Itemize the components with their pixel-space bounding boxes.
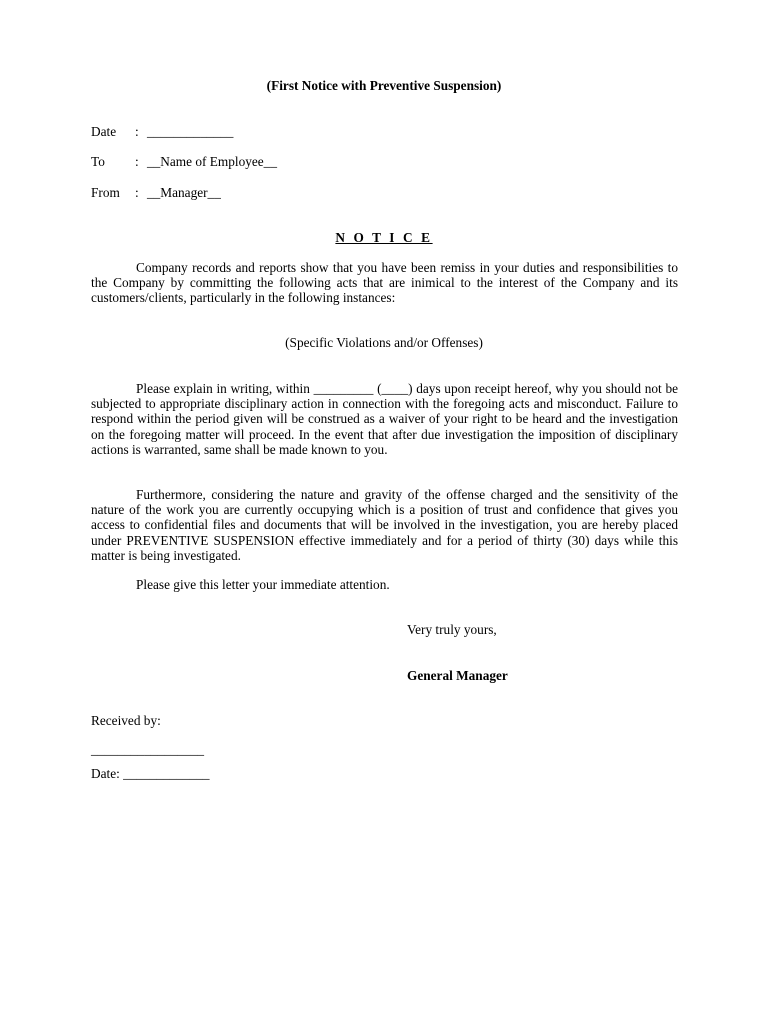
from-row [91,185,221,200]
from-separator: : [135,185,139,200]
date-label: Date [91,124,117,139]
paragraph-records: Company records and reports show that you have been remiss in your duties and responsibilities to the Company by committing the following acts that are inimical to the interest of the Company and its customers/clients, particularly in the following instances: [91,260,678,306]
to-separator: : [135,154,139,169]
received-by-label: Received by: [91,713,161,728]
from-value: __Manager__ [147,185,221,200]
signature-line: _________________ [91,742,205,757]
receipt-date-line: Date: _____________ [91,766,210,781]
signatory-title: General Manager [407,668,508,683]
date-separator: : [135,124,139,139]
document-title: (First Notice with Preventive Suspension) [266,78,502,93]
to-row [91,154,277,169]
from-label: From [91,185,120,200]
valediction: Very truly yours, [407,622,497,637]
paragraph-explain: Please explain in writing, within _________ (____) days upon receipt hereof, why you should not be subjected to appropriate disciplinary action in connection with the foregoing acts and misconduct. Failure to respond within the period given will be construed as a waiver of your right to be heard and the investigation on the foregoing matter will proceed. In the event that after due investigation the imposition of disciplinary actions is warranted, same shall be made known to you. [91,381,678,457]
to-value: __Name of Employee__ [147,154,277,169]
violations-placeholder: (Specific Violations and/or Offenses) [285,335,483,350]
paragraph-attention: Please give this letter your immediate attention. [136,577,390,592]
notice-heading: N O T I C E [335,230,433,245]
to-label: To [91,154,105,169]
paragraph-suspension: Furthermore, considering the nature and gravity of the offense charged and the sensitivity of the nature of the work you are currently occupying which is a position of trust and confidence that gives you access to confidential files and documents that will be involved in the investigation, you are hereby placed under PREVENTIVE SUSPENSION effective immediately and for a period of thirty (30) days while this matter is being investigated. [91,487,678,563]
date-row [91,124,233,139]
date-value: _____________ [147,124,234,139]
